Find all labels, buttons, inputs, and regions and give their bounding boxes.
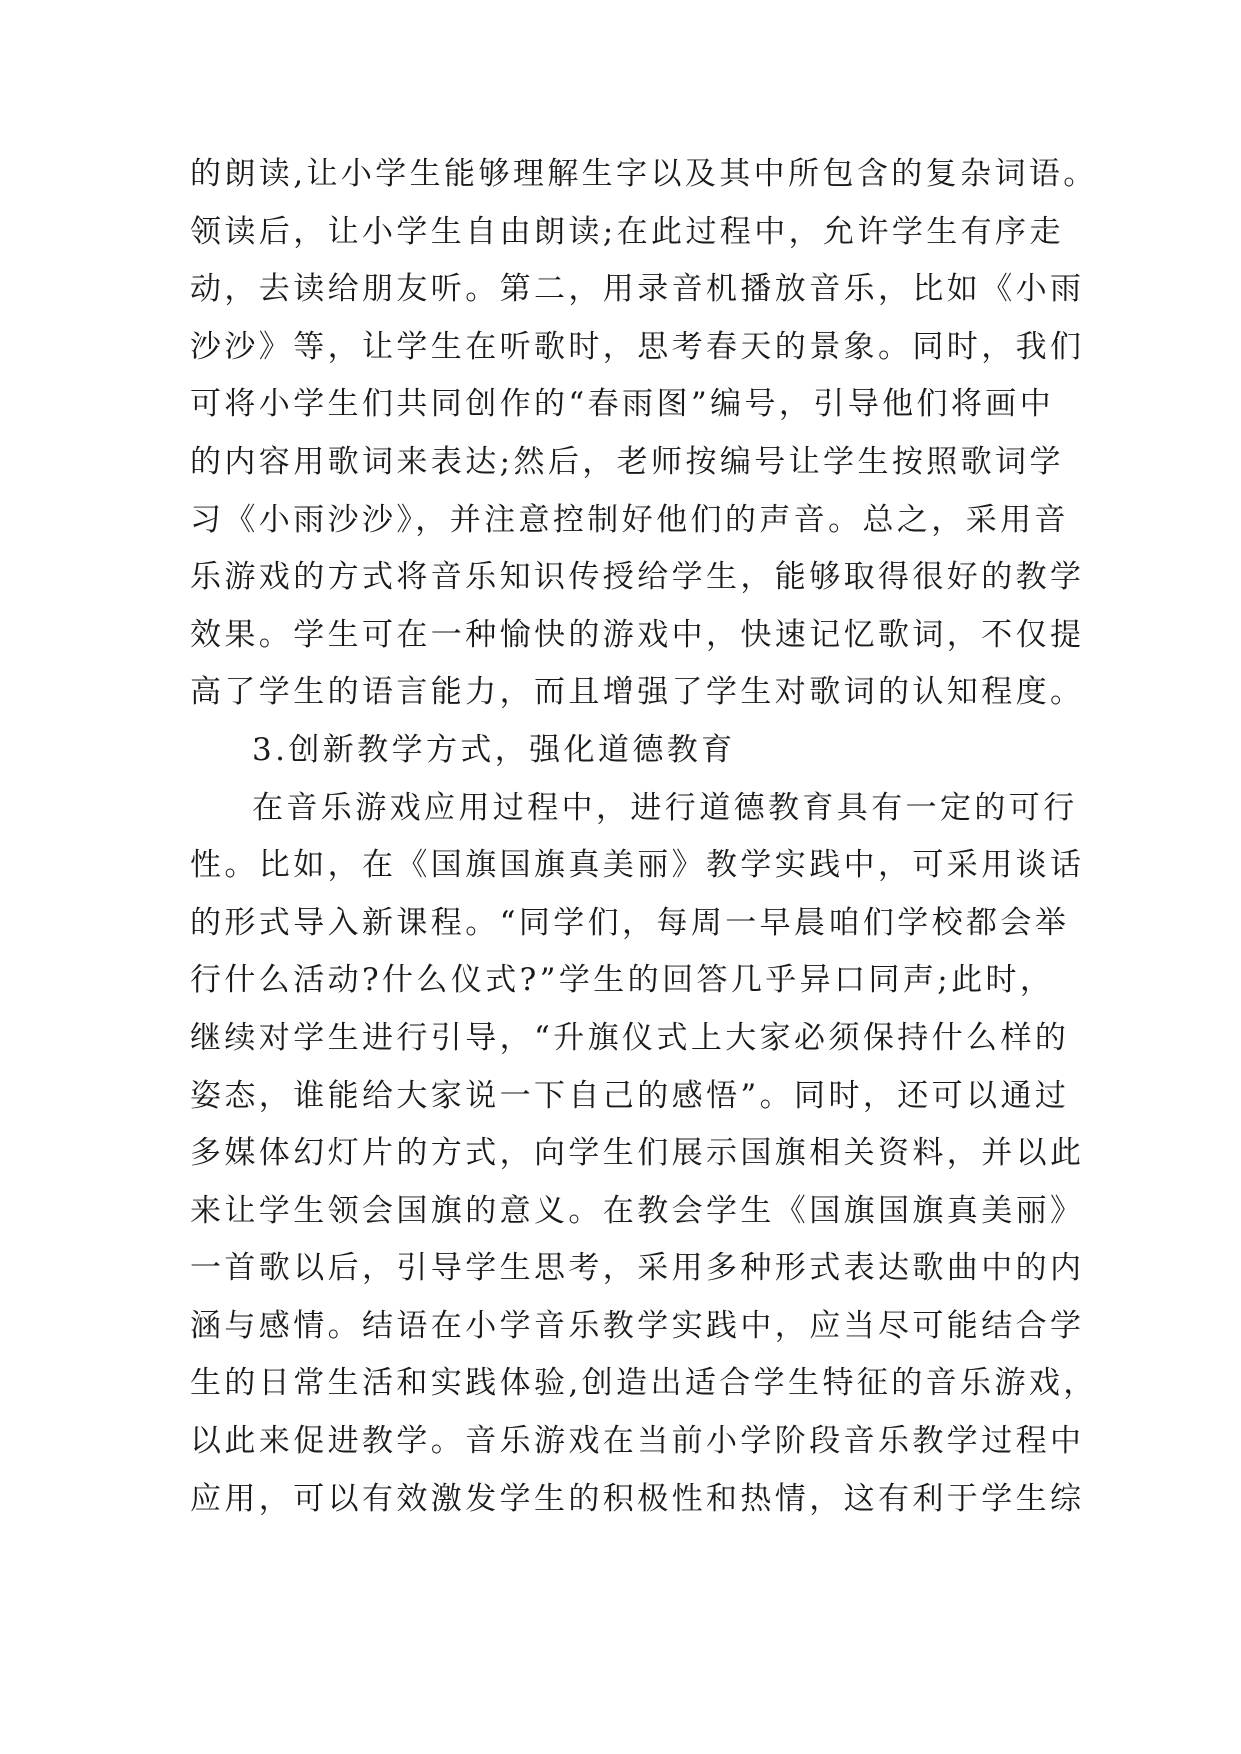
text-line: 效果。学生可在一种愉快的游戏中，快速记忆歌词，不仅提 — [190, 616, 1085, 653]
text-line: 性。比如，在《国旗国旗真美丽》教学实践中，可采用谈话 — [190, 847, 1085, 884]
text-line: 3.创新教学方式，强化道德教育 — [252, 731, 736, 768]
text-line: 涵与感情。结语在小学音乐教学实践中，应当尽可能结合学 — [190, 1307, 1085, 1344]
text-line: 来让学生领会国旗的意义。在教会学生《国旗国旗真美丽》 — [190, 1192, 1085, 1229]
text-line: 习《小雨沙沙》，并注意控制好他们的声音。总之，采用音 — [190, 501, 1069, 538]
text-line: 的内容用歌词来表达;然后，老师按编号让学生按照歌词学 — [190, 443, 1064, 480]
text-line: 姿态，谁能给大家说一下自己的感悟”。同时，还可以通过 — [190, 1077, 1070, 1114]
text-line: 行什么活动?什么仪式?”学生的回答几乎异口同声;此时， — [190, 962, 1055, 999]
text-line: 动，去读给朋友听。第二，用录音机播放音乐，比如《小雨 — [190, 271, 1085, 308]
body-text — [190, 146, 1098, 1528]
text-line: 可将小学生们共同创作的“春雨图”编号，引导他们将画中 — [190, 386, 1055, 423]
text-line: 沙沙》等，让学生在听歌时，思考春天的景象。同时，我们 — [190, 328, 1085, 365]
text-line: 一首歌以后，引导学生思考，采用多种形式表达歌曲中的内 — [190, 1250, 1085, 1287]
text-line: 在音乐游戏应用过程中，进行道德教育具有一定的可行 — [252, 789, 1078, 826]
text-line: 应用，可以有效激发学生的积极性和热情，这有利于学生综 — [190, 1480, 1085, 1517]
text-line: 高了学生的语言能力，而且增强了学生对歌词的认知程度。 — [190, 674, 1085, 711]
text-line: 的形式导入新课程。“同学们，每周一早晨咱们学校都会举 — [190, 904, 1070, 941]
text-line: 多媒体幻灯片的方式，向学生们展示国旗相关资料，并以此 — [190, 1135, 1085, 1172]
text-line: 的朗读,让小学生能够理解生字以及其中所包含的复杂词语。 — [190, 156, 1098, 192]
text-line: 以此来促进教学。音乐游戏在当前小学阶段音乐教学过程中 — [190, 1423, 1085, 1460]
text-line: 领读后，让小学生自由朗读;在此过程中，允许学生有序走 — [190, 213, 1064, 250]
text-line: 乐游戏的方式将音乐知识传授给学生，能够取得很好的教学 — [190, 559, 1085, 596]
text-line: 继续对学生进行引导，“升旗仪式上大家必须保持什么样的 — [190, 1019, 1070, 1056]
text-line: 生的日常生活和实践体验,创造出适合学生特征的音乐游戏， — [190, 1365, 1098, 1402]
